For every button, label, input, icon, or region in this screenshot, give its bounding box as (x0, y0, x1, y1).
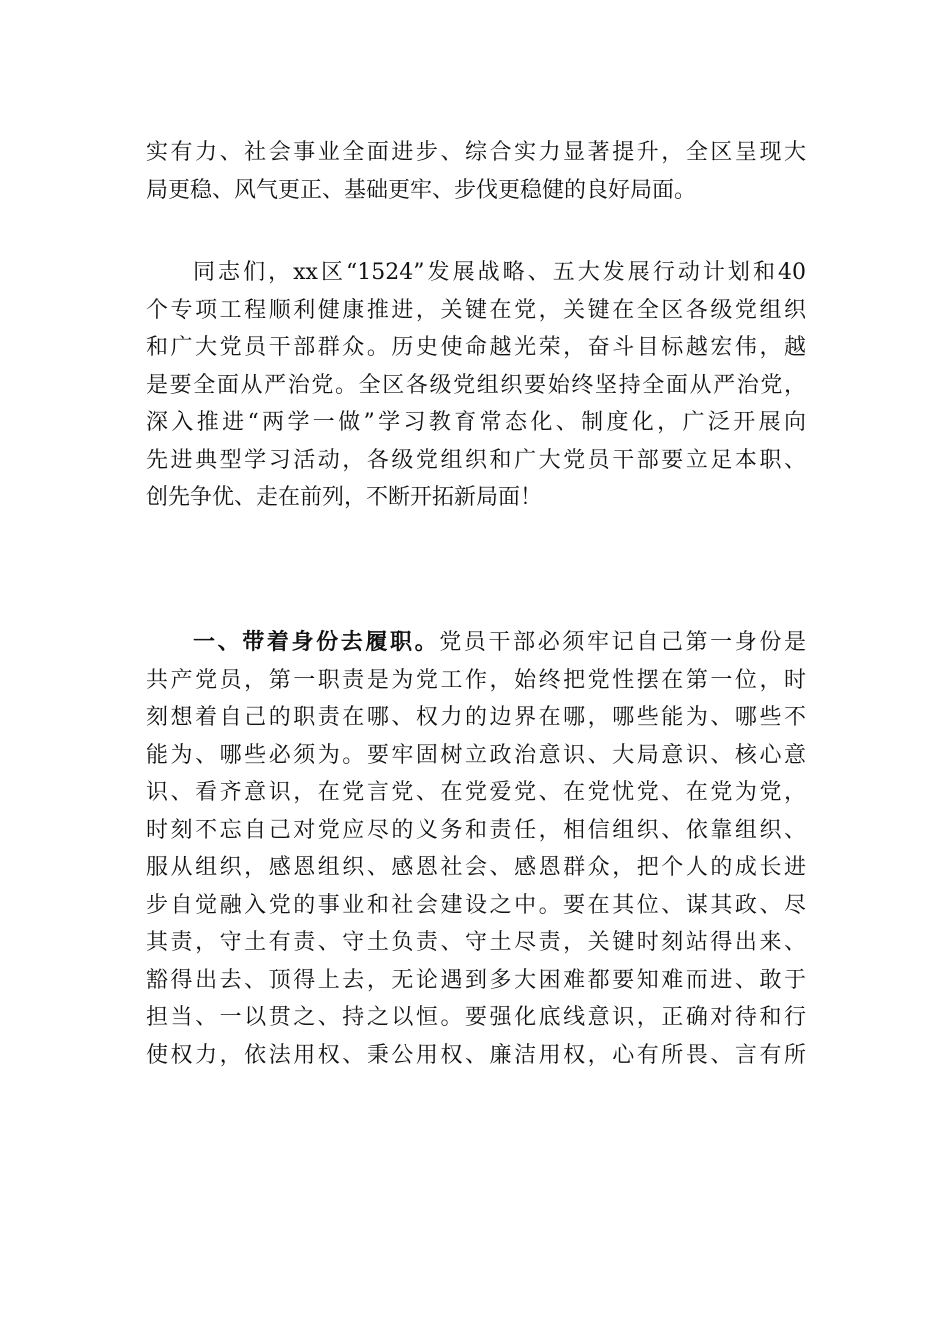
paragraph-line: 局更稳、风气更正、基础更牢、步伐更稳健的良好局面。 (146, 177, 697, 203)
section-heading: 一、带着身份去履职。 (193, 629, 440, 655)
paragraph-3 (146, 624, 806, 1074)
paragraph-line: 豁得出去、顶得上去，无论遇到多大困难都要知难而进、敢于 (146, 967, 806, 993)
paragraph-line: 识、看齐意识，在党言党、在党爱党、在党忧党、在党为党， (146, 780, 806, 805)
paragraph-line-text: 党员干部必须牢记自己第一身份是 (439, 630, 806, 655)
paragraph-line: 刻想着自己的职责在哪、权力的边界在哪，哪些能为、哪些不 (146, 705, 806, 730)
paragraph-line: 创先争优、走在前列，不断开拓新局面！ (146, 485, 543, 510)
paragraph-line: 其责，守土有责、守土负责、守土尽责，关键时刻站得出来、 (146, 930, 806, 955)
paragraph-line: 能为、哪些必须为。要牢固树立政治意识、大局意识、核心意 (146, 742, 806, 768)
paragraph-line: 是要全面从严治党。全区各级党组织要始终坚持全面从严治党， (146, 372, 806, 398)
paragraph-2 (146, 254, 806, 517)
paragraph-line: 使权力，依法用权、秉公用权、廉洁用权，心有所畏、言有所 (146, 1042, 806, 1068)
paragraph-line: 个专项工程顺利健康推进，关键在党，关键在全区各级党组织 (146, 297, 806, 323)
paragraph-line: 先进典型学习活动，各级党组织和广大党员干部要立足本职、 (146, 447, 806, 473)
paragraph-line: 实有力、社会事业全面进步、综合实力显著提升，全区呈现大 (146, 140, 806, 165)
paragraph-1 (146, 134, 806, 209)
paragraph-line: 和广大党员干部群众。历史使命越光荣，奋斗目标越宏伟，越 (146, 335, 806, 360)
paragraph-line: 服从组织，感恩组织、感恩社会、感恩群众，把个人的成长进 (146, 855, 806, 880)
paragraph-line: 共产党员，第一职责是为党工作，始终把党性摆在第一位，时 (146, 667, 806, 693)
paragraph-first-line (146, 624, 806, 662)
paragraph-line: 时刻不忘自己对党应尽的义务和责任，相信组织、依靠组织、 (146, 817, 806, 843)
paragraph-line: 同志们，xx区“1524”发展战略、五大发展行动计划和40 (193, 260, 806, 285)
paragraph-line: 步自觉融入党的事业和社会建设之中。要在其位、谋其政、尽 (146, 892, 806, 918)
paragraph-line: 担当、一以贯之、持之以恒。要强化底线意识，正确对待和行 (146, 1005, 806, 1030)
paragraph-line: 深入推进“两学一做”学习教育常态化、制度化，广泛开展向 (146, 410, 806, 435)
